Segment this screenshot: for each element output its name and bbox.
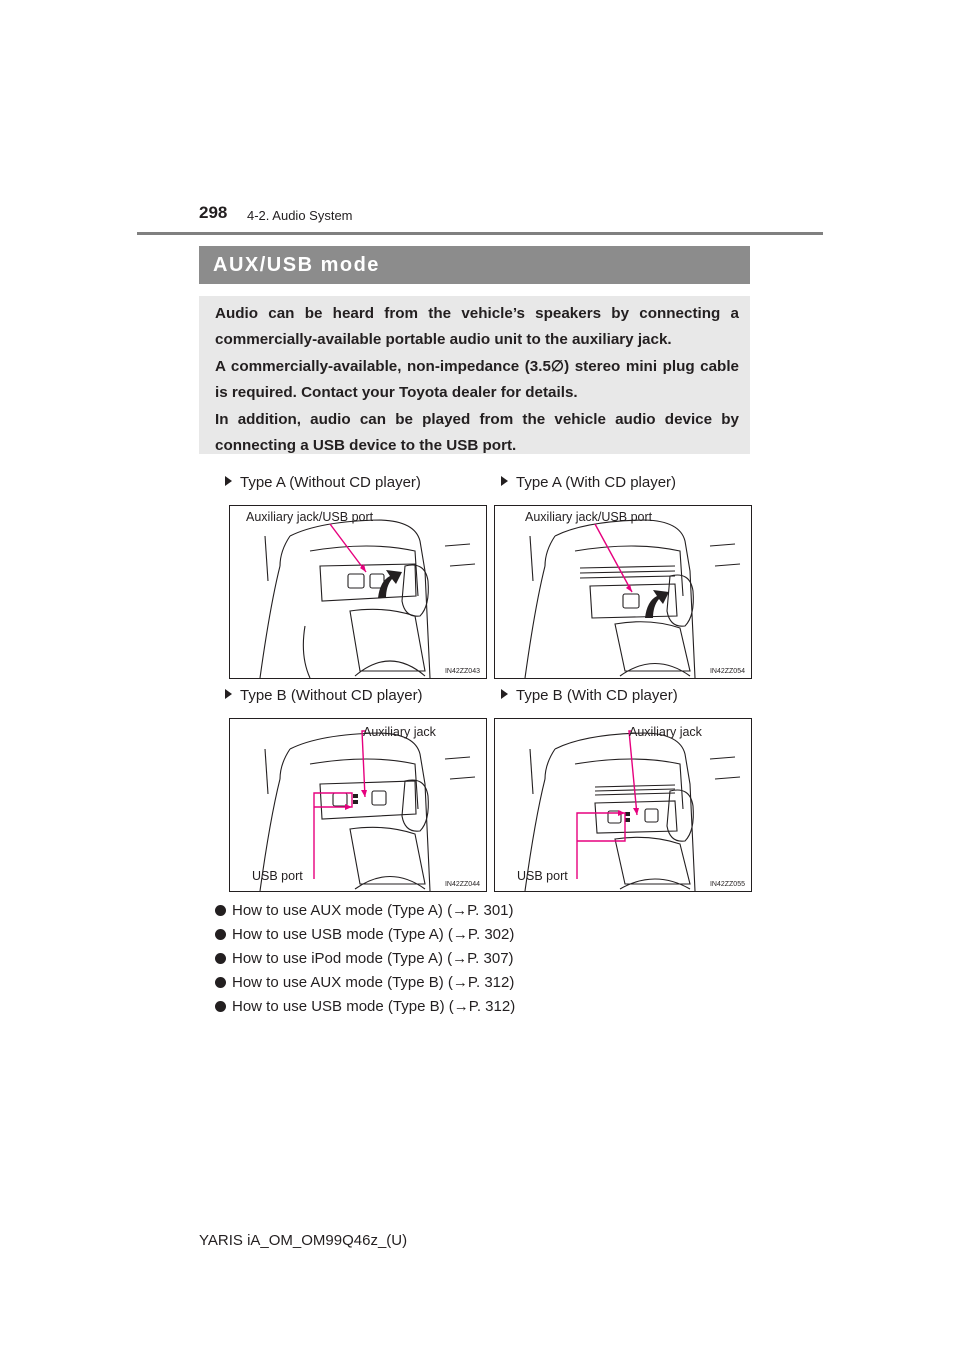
figure-caption: Type B (Without CD player) [225,687,423,704]
callout-auxiliary-jack: Auxiliary jack [363,725,436,739]
page-reference-link[interactable]: P. 307 [467,950,509,967]
footer-document-code: YARIS iA_OM_OM99Q46z_(U) [199,1232,408,1249]
figure-code: IN42ZZ043 [444,668,480,675]
console-illustration [495,719,751,891]
triangle-bullet-icon [225,476,232,486]
bullet-icon [215,1001,226,1012]
figure-caption: Type A (With CD player) [501,474,676,491]
callout-auxiliary-jack-usb-port: Auxiliary jack/USB port [246,510,374,524]
console-illustration [495,506,751,678]
figure-type-b-with-cd [494,718,752,892]
figure-caption: Type A (Without CD player) [225,474,421,491]
figure-type-a-with-cd [494,505,752,679]
figure-type-a-without-cd [229,505,487,679]
list-item: How to use AUX mode (Type A) (→P. 301) [215,902,514,919]
console-illustration [230,719,486,891]
console-illustration [230,506,486,678]
callout-usb-port: USB port [517,869,568,883]
section-heading-bar [199,246,750,284]
bullet-icon [215,929,226,940]
section-title: 4-2. Audio System [247,208,353,223]
callout-auxiliary-jack: Auxiliary jack [629,725,702,739]
page-reference-link[interactable]: P. 312 [468,998,511,1015]
triangle-bullet-icon [225,689,232,699]
figure-caption: Type B (With CD player) [501,687,678,704]
section-heading: AUX/USB mode [213,254,380,276]
triangle-bullet-icon [501,476,508,486]
callout-auxiliary-jack-usb-port: Auxiliary jack/USB port [525,510,653,524]
bullet-icon [215,977,226,988]
page-reference-link[interactable]: P. 302 [467,926,510,943]
list-item: How to use iPod mode (Type A) (→P. 307) [215,950,514,967]
list-item: How to use USB mode (Type A) (→P. 302) [215,926,514,943]
page-reference-link[interactable]: P. 301 [467,902,509,919]
triangle-bullet-icon [501,689,508,699]
intro-box [199,296,750,454]
list-item: How to use AUX mode (Type B) (→P. 312) [215,974,514,991]
bullet-icon [215,905,226,916]
page-number: 298 [199,203,228,222]
figure-code: IN42ZZ044 [444,881,480,888]
intro-paragraph: Audio can be heard from the vehicle’s speakers by connecting a commercially-available portable audio unit to the auxiliary jack. [215,305,739,348]
bullet-icon [215,953,226,964]
figure-type-b-without-cd [229,718,487,892]
header-rule [137,232,823,235]
callout-usb-port: USB port [252,869,303,883]
page-reference-link[interactable]: P. 312 [467,974,510,991]
intro-paragraph: A commercially-available, non-impedance (3.5∅) stereo mini plug cable is required. Contact your Toyota dealer for details. [215,358,739,401]
figure-code: IN42ZZ055 [709,881,745,888]
intro-paragraph: In addition, audio can be played from the vehicle audio device by connecting a USB device to the USB port. [215,411,739,454]
list-item: How to use USB mode (Type B) (→P. 312) [215,998,515,1015]
figure-code: IN42ZZ054 [709,668,745,675]
